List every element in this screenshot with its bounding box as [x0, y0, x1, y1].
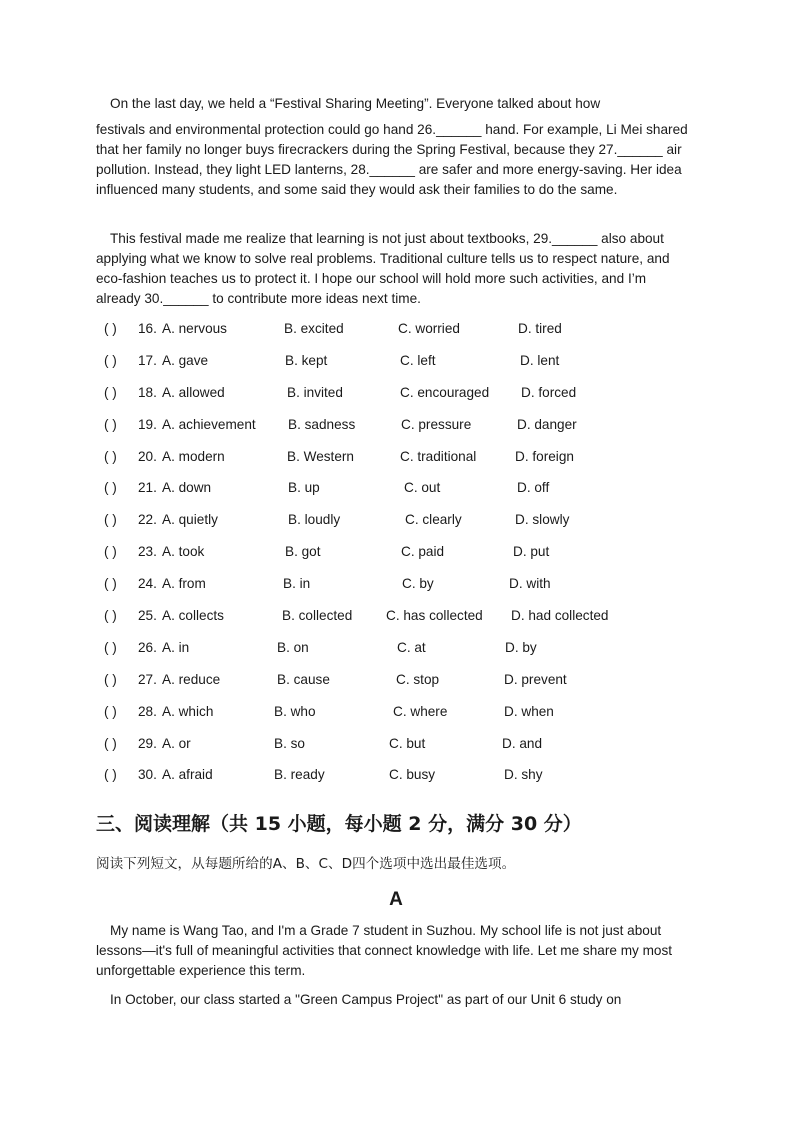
answer-blank[interactable]: ( ) [104, 384, 117, 400]
option-d: D. danger [517, 416, 577, 432]
question-row [96, 702, 696, 734]
option-d: D. off [517, 480, 550, 496]
answer-blank[interactable]: ( ) [104, 416, 117, 432]
option-c: C. where [393, 703, 448, 719]
option-a: A. achievement [162, 416, 256, 432]
option-d: D. when [504, 703, 554, 719]
option-d: D. had collected [511, 608, 609, 624]
question-row [96, 415, 696, 447]
option-d: D. tired [518, 321, 562, 336]
question-row [96, 447, 696, 479]
question-number: 17. [138, 352, 157, 368]
question-number: 24. [138, 576, 157, 592]
question-number: 25. [138, 608, 157, 624]
answer-blank[interactable]: ( ) [104, 608, 117, 624]
question-number: 23. [138, 544, 157, 560]
cloze-paragraph-1-first-line: On the last day, we held a “Festival Sharing Meeting”. Everyone talked about how [110, 96, 601, 111]
option-b: B. ready [274, 767, 325, 783]
question-number: 29. [138, 735, 157, 751]
reading-paragraph-1: My name is Wang Tao, and I'm a Grade 7 student in Suzhou. My school life is not just about lessons—it's full of meaningful activities that connect knowledge with life. Let me share my most unforgettable experience this term. [96, 923, 673, 978]
option-c: C. clearly [405, 512, 462, 528]
question-row [96, 574, 696, 606]
question-row [96, 319, 696, 351]
answer-blank[interactable]: ( ) [104, 352, 117, 368]
option-c: C. traditional [400, 448, 477, 464]
option-d: D. put [513, 544, 550, 560]
option-c: C. busy [389, 767, 436, 783]
option-d: D. and [502, 735, 543, 751]
answer-blank[interactable]: ( ) [104, 703, 117, 719]
answer-blank[interactable]: ( ) [104, 544, 117, 560]
option-c: C. encouraged [400, 384, 490, 400]
option-a: A. afraid [162, 767, 213, 783]
question-number: 26. [138, 639, 157, 655]
question-row [96, 765, 696, 797]
question-number: 30. [138, 767, 157, 783]
question-row [96, 734, 696, 766]
option-a: A. nervous [162, 321, 227, 336]
option-a: A. gave [162, 352, 209, 368]
option-d: D. lent [520, 352, 560, 368]
option-d: D. forced [521, 384, 577, 400]
section-instruction: 阅读下列短文，从每题所给的A、B、C、D四个选项中选出最佳选项。 [96, 856, 516, 872]
option-d: D. by [505, 639, 537, 655]
option-d: D. prevent [504, 671, 567, 687]
option-a: A. from [162, 576, 206, 592]
cloze-paragraph-2: This festival made me realize that learning is not just about textbooks, 29.______ also about applying what we know to solve real problems. Traditional culture tells us to respect nature, and eco-fashion teaches us to protect it. I hope our school will hold more such activities, and I’m already 30.______ to contribute more ideas next time. [96, 231, 670, 306]
answer-blank[interactable]: ( ) [104, 639, 117, 655]
option-c: C. left [400, 352, 436, 368]
option-d: D. slowly [515, 512, 570, 528]
option-c: C. paid [401, 544, 445, 560]
question-number: 19. [138, 416, 157, 432]
option-b: B. so [274, 735, 305, 751]
option-a: A. allowed [162, 384, 225, 400]
answer-blank[interactable]: ( ) [104, 735, 117, 751]
option-a: A. in [162, 639, 190, 655]
answer-blank[interactable]: ( ) [104, 321, 117, 336]
option-b: B. who [274, 703, 316, 719]
option-c: C. out [404, 480, 441, 496]
question-row [96, 383, 696, 415]
option-b: B. up [288, 480, 320, 496]
option-a: A. which [162, 703, 214, 719]
question-number: 22. [138, 512, 157, 528]
answer-blank[interactable]: ( ) [104, 480, 117, 496]
option-b: B. excited [284, 321, 344, 336]
option-a: A. took [162, 544, 205, 560]
option-b: B. got [285, 544, 321, 560]
question-row [96, 606, 696, 638]
option-c: C. but [389, 735, 426, 751]
option-c: C. worried [398, 321, 460, 336]
option-c: C. has collected [386, 608, 483, 624]
option-b: B. in [283, 576, 311, 592]
option-a: A. reduce [162, 671, 221, 687]
section-title: 三、阅读理解（共 15 小题，每小题 2 分，满分 30 分） [96, 813, 582, 835]
option-d: D. with [509, 576, 551, 592]
answer-blank[interactable]: ( ) [104, 671, 117, 687]
option-b: B. on [277, 639, 309, 655]
option-b: B. Western [287, 448, 354, 464]
question-row [96, 351, 696, 383]
question-number: 28. [138, 703, 157, 719]
option-b: B. cause [277, 671, 330, 687]
option-b: B. collected [282, 608, 353, 624]
question-number: 16. [138, 321, 157, 336]
option-a: A. collects [162, 608, 224, 624]
option-a: A. or [162, 735, 191, 751]
reading-paragraph-2: In October, our class started a "Green Campus Project" as part of our Unit 6 study on [110, 992, 622, 1007]
passage-label: A [389, 889, 403, 910]
option-d: D. shy [504, 767, 543, 783]
option-c: C. pressure [401, 416, 472, 432]
option-b: B. loudly [288, 512, 341, 528]
answer-blank[interactable]: ( ) [104, 512, 117, 528]
question-list [96, 319, 696, 797]
cloze-paragraph-1: festivals and environmental protection could go hand 26.______ hand. For example, Li Mei shared that her family no longer buys firecrackers during the Spring Festival, because they 27.______ air pollution. Instead, they light LED lanterns, 28.______ are safer and more energy-saving. Her idea influenced many students, and some said they would ask their families to do the same. [96, 122, 688, 197]
option-b: B. sadness [288, 416, 356, 432]
question-number: 18. [138, 384, 157, 400]
option-c: C. by [402, 576, 434, 592]
question-number: 27. [138, 671, 157, 687]
option-a: A. quietly [162, 512, 218, 528]
option-b: B. kept [285, 352, 328, 368]
option-c: C. at [397, 639, 426, 655]
answer-blank[interactable]: ( ) [104, 767, 117, 783]
question-row [96, 542, 696, 574]
option-a: A. down [162, 480, 212, 496]
option-a: A. modern [162, 448, 225, 464]
option-d: D. foreign [515, 448, 574, 464]
question-number: 21. [138, 480, 157, 496]
answer-blank[interactable]: ( ) [104, 448, 117, 464]
question-number: 20. [138, 448, 157, 464]
option-c: C. stop [396, 671, 440, 687]
question-row [96, 510, 696, 542]
question-row [96, 478, 696, 510]
question-row [96, 638, 696, 670]
question-row [96, 670, 696, 702]
answer-blank[interactable]: ( ) [104, 576, 117, 592]
option-b: B. invited [287, 384, 343, 400]
